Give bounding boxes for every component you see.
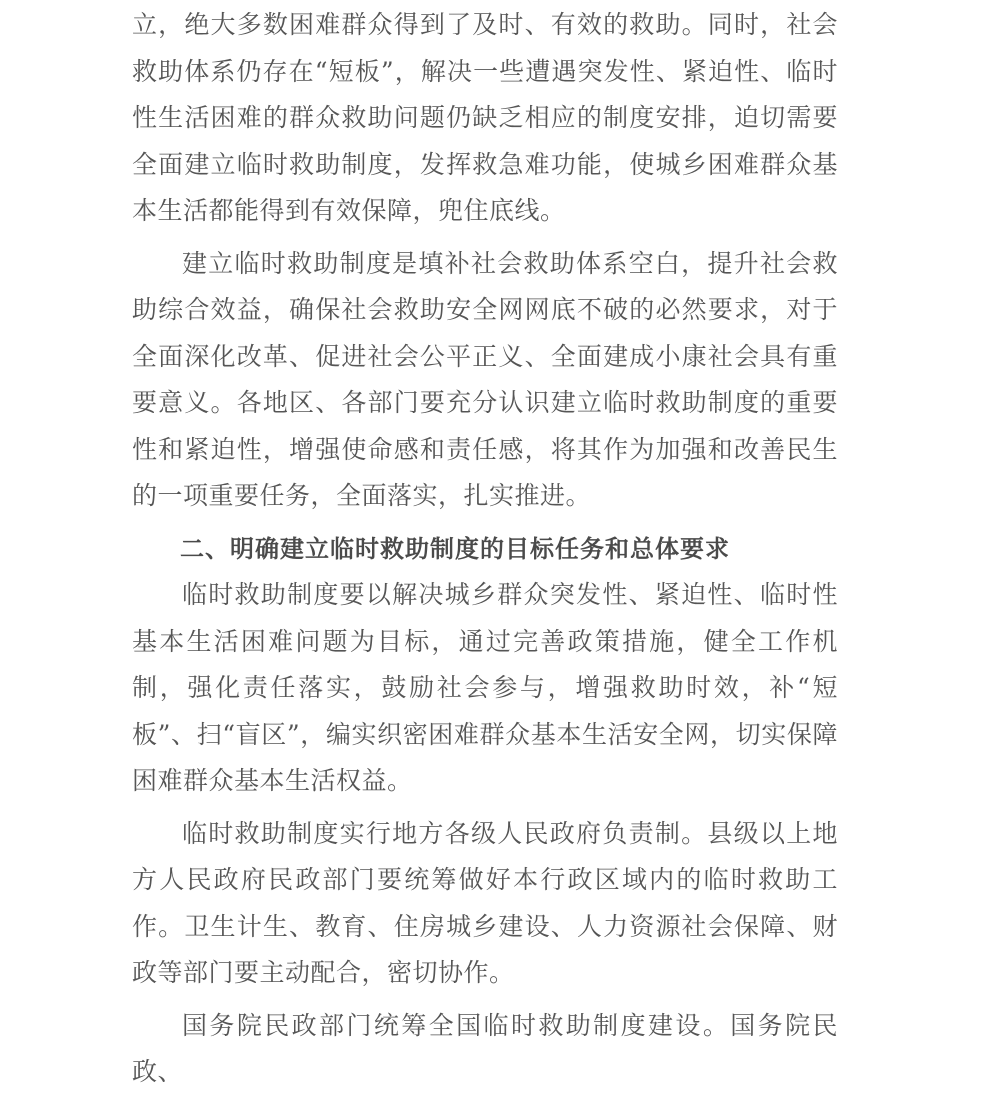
document-body (132, 2, 838, 1096)
paragraph-continuation: 立，绝大多数困难群众得到了及时、有效的救助。同时，社会救助体系仍存在“短板”，解决一些遭遇突发性、紧迫性、临时性生活困难的群众救助问题仍缺乏相应的制度安排，迫切需要全面建立临时救助制度，发挥救急难功能，使城乡困难群众基本生活都能得到有效保障，兜住底线。 (132, 10, 838, 225)
paragraph-goals: 临时救助制度要以解决城乡群众突发性、紧迫性、临时性基本生活困难问题为目标，通过完善政策措施，健全工作机制，强化责任落实，鼓励社会参与，增强救助时效，补“短板”、扫“盲区”，编实织密困难群众基本生活安全网，切实保障困难群众基本生活权益。 (132, 580, 838, 795)
paragraph-responsibility: 临时救助制度实行地方各级人民政府负责制。县级以上地方人民政府民政部门要统筹做好本行政区域内的临时救助工作。卫生计生、教育、住房城乡建设、人力资源社会保障、财政等部门要主动配合，密切协作。 (132, 818, 838, 987)
paragraph-state-council: 国务院民政部门统筹全国临时救助制度建设。国务院民政、 (132, 1010, 838, 1086)
paragraph-significance: 建立临时救助制度是填补社会救助体系空白，提升社会救助综合效益，确保社会救助安全网网底不破的必然要求，对于全面深化改革、促进社会公平正义、全面建成小康社会具有重要意义。各地区、各部门要充分认识建立临时救助制度的重要性和紧迫性，增强使命感和责任感，将其作为加强和改善民生的一项重要任务，全面落实，扎实推进。 (132, 248, 838, 510)
section-heading-2: 二、明确建立临时救助制度的目标任务和总体要求 (180, 534, 730, 563)
